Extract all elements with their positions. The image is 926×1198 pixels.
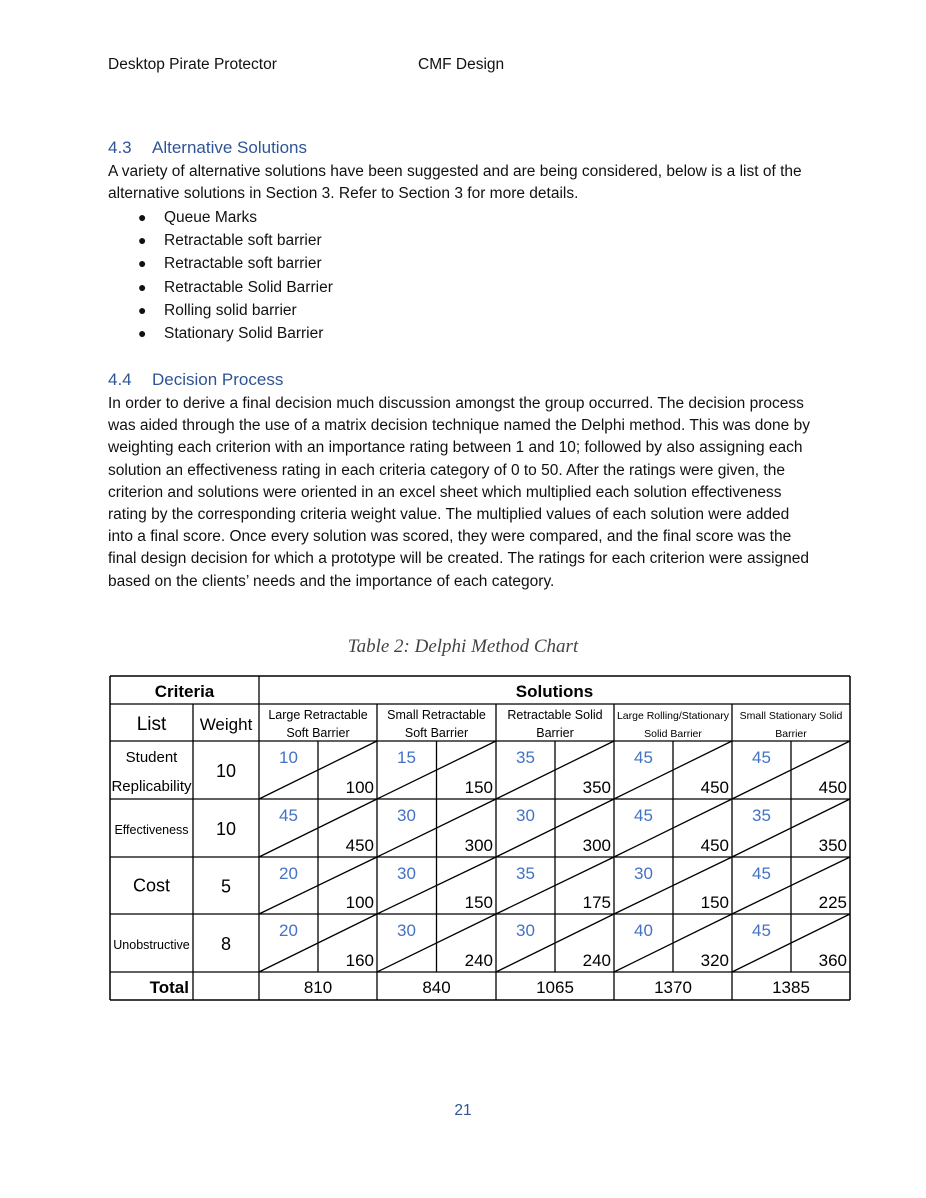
- effectiveness-rating: 35: [752, 806, 771, 825]
- list-item-text: Retractable soft barrier: [164, 232, 322, 250]
- effectiveness-rating: 30: [397, 921, 416, 940]
- effectiveness-rating: 20: [279, 864, 298, 883]
- weight-header: Weight: [199, 715, 253, 734]
- solution-name: Soft Barrier: [286, 726, 350, 740]
- list-item-text: Rolling solid barrier: [164, 301, 297, 319]
- weighted-score: 150: [700, 893, 729, 912]
- solution-name: Solid Barrier: [644, 728, 702, 740]
- section-number: 4.4: [108, 370, 132, 389]
- solution-name: Barrier: [536, 726, 574, 740]
- weighted-score: 350: [818, 836, 847, 855]
- effectiveness-rating: 45: [752, 748, 771, 767]
- bullet-icon: ●: [138, 232, 147, 249]
- effectiveness-rating: 45: [634, 806, 653, 825]
- list-item-text: Retractable soft barrier: [164, 255, 322, 273]
- effectiveness-rating: 30: [397, 864, 416, 883]
- list-header: List: [136, 714, 167, 735]
- effectiveness-rating: 30: [397, 806, 416, 825]
- effectiveness-rating: 30: [634, 864, 653, 883]
- criterion-label: Student: [125, 749, 178, 766]
- weighted-score: 100: [345, 893, 374, 912]
- weighted-score: 450: [345, 836, 374, 855]
- effectiveness-rating: 45: [752, 921, 771, 940]
- effectiveness-rating: 30: [516, 921, 535, 940]
- criterion-label: Replicability: [111, 778, 192, 795]
- total-score: 1385: [772, 978, 810, 997]
- section-number: 4.3: [108, 138, 132, 157]
- weighted-score: 360: [818, 951, 847, 970]
- list-item-text: Queue Marks: [164, 209, 258, 226]
- paragraph-text: In order to derive a final decision much discussion amongst the group occurred. The decision process was aided through the use of a matrix decision technique named the Delphi method. This was done by weighting each criterion with an importance rating between 1 and 10; followed by also assigning each solution an effectiveness rating in each criteria category of 0 to 50. After the ratings were given, the criterion and solutions were oriented in an excel sheet which multiplied each solution effectiveness rating by the corresponding criteria weight value. The multiplied values of each solution were added into a final score. Once every solution was scored, they were compared, and the final score was the final design decision for which a prototype will be created. The ratings for each criterion were assigned based on the clients’ needs and the importance of each category.: [108, 395, 810, 590]
- solutions-header: Solutions: [515, 682, 594, 701]
- bullet-icon: ●: [138, 278, 147, 295]
- weighted-score: 225: [818, 893, 847, 912]
- bullet-icon: ●: [138, 209, 147, 225]
- criterion-weight: 10: [215, 761, 237, 781]
- weighted-score: 240: [464, 951, 493, 970]
- total-score: 1065: [536, 978, 574, 997]
- criterion-label: Cost: [132, 875, 171, 896]
- header-document-title: Desktop Pirate Protector: [108, 56, 277, 73]
- weighted-score: 150: [464, 778, 493, 797]
- weighted-score: 150: [464, 893, 493, 912]
- weighted-score: 100: [345, 778, 374, 797]
- criterion-weight: 5: [220, 876, 232, 897]
- criterion-weight: 10: [215, 819, 237, 839]
- solution-name: Soft Barrier: [404, 726, 469, 740]
- table-caption: Table 2: Delphi Method Chart: [347, 636, 579, 657]
- criteria-header: Criteria: [154, 682, 215, 701]
- effectiveness-rating: 30: [516, 806, 535, 825]
- weighted-score: 450: [818, 778, 847, 797]
- total-score: 1370: [654, 978, 692, 997]
- solution-name: Small Retractable: [387, 708, 486, 722]
- weighted-score: 300: [464, 836, 493, 855]
- effectiveness-rating: 10: [279, 748, 298, 767]
- effectiveness-rating: 35: [516, 864, 535, 883]
- header-section-name: CMF Design: [418, 56, 505, 73]
- solution-name: Large Retractable: [268, 708, 368, 722]
- weighted-score: 450: [700, 836, 729, 855]
- weighted-score: 175: [582, 893, 611, 912]
- bullet-icon: ●: [138, 255, 147, 272]
- solution-name: Large Rolling/Stationary: [616, 710, 730, 722]
- effectiveness-rating: 20: [279, 921, 298, 940]
- solution-name: Retractable Solid: [507, 708, 603, 722]
- weighted-score: 240: [582, 951, 611, 970]
- effectiveness-rating: 45: [752, 864, 771, 883]
- criterion-weight: 8: [220, 934, 232, 954]
- total-label: Total: [149, 978, 189, 997]
- criterion-label: Unobstructive: [113, 938, 190, 952]
- total-score: 840: [422, 978, 451, 997]
- solution-name: Barrier: [775, 728, 807, 740]
- effectiveness-rating: 15: [397, 748, 416, 767]
- list-item-text: Retractable Solid Barrier: [164, 278, 333, 296]
- section-title: Decision Process: [152, 370, 284, 389]
- total-score: 810: [303, 978, 333, 997]
- paragraph-text: A variety of alternative solutions have been suggested and are being considered, below is a list of the alternative solutions in Section 3. Refer to Section 3 for more details.: [108, 163, 802, 203]
- weighted-score: 300: [582, 836, 611, 855]
- weighted-score: 450: [700, 778, 729, 797]
- weighted-score: 350: [582, 778, 611, 797]
- solution-name: Small Stationary Solid: [739, 710, 843, 722]
- effectiveness-rating: 35: [516, 748, 535, 767]
- criterion-label: Effectiveness: [114, 823, 189, 837]
- page-number: 21: [454, 1102, 472, 1119]
- section-title: Alternative Solutions: [152, 138, 307, 157]
- bullet-icon: ●: [138, 301, 147, 318]
- list-item-text: Stationary Solid Barrier: [164, 324, 324, 342]
- effectiveness-rating: 40: [634, 921, 653, 940]
- bullet-icon: ●: [138, 324, 147, 341]
- weighted-score: 320: [700, 951, 729, 970]
- weighted-score: 160: [345, 951, 374, 970]
- effectiveness-rating: 45: [634, 748, 653, 767]
- effectiveness-rating: 45: [279, 806, 298, 825]
